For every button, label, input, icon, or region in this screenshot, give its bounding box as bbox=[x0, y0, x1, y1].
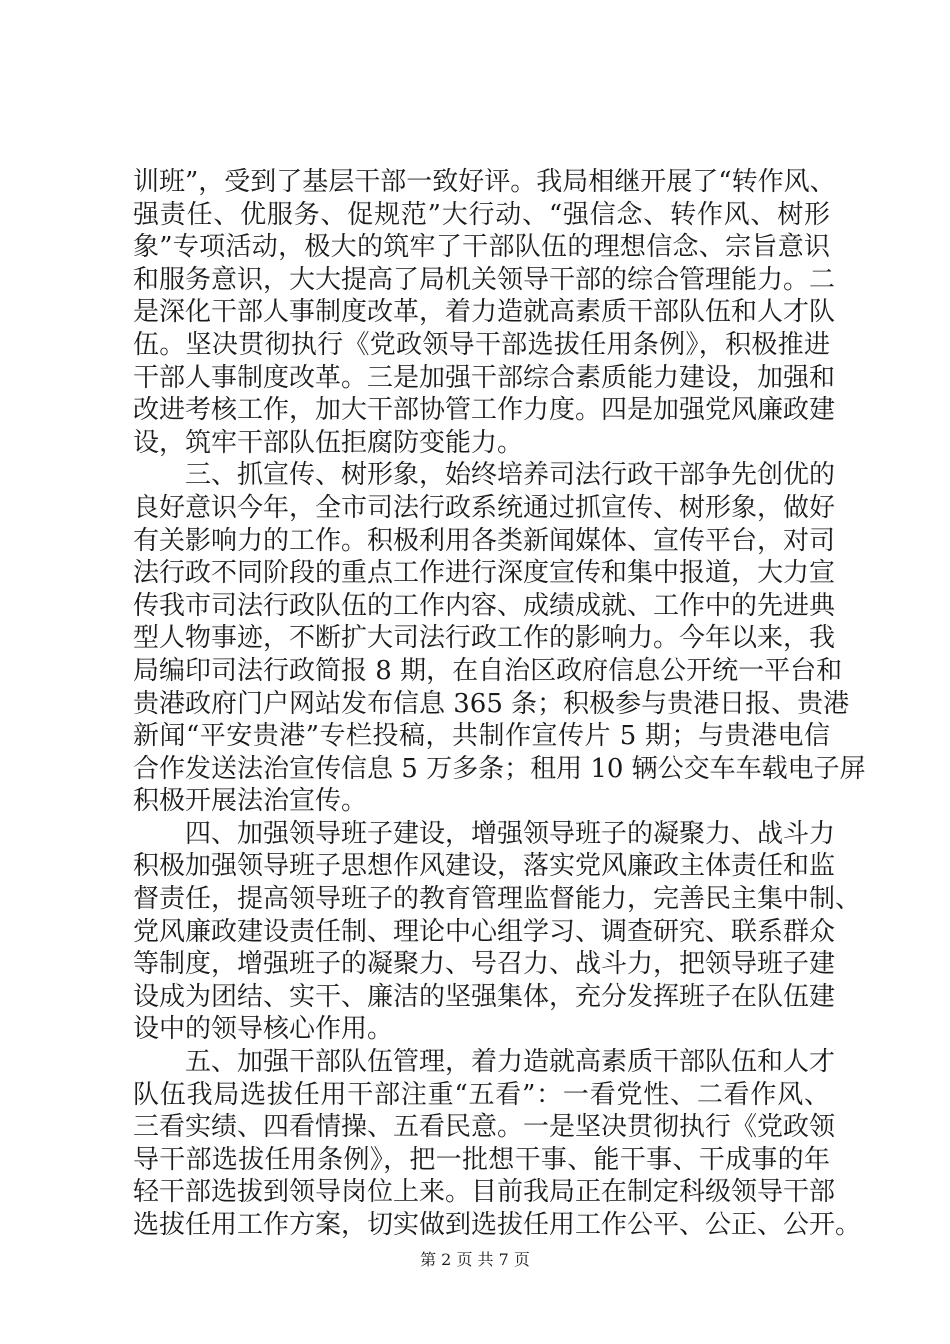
text-line: 等制度，增强班子的凝聚力、号召力、战斗力，把领导班子建 bbox=[133, 949, 836, 980]
text-line: 四、加强领导班子建设，增强领导班子的凝聚力、战斗力 bbox=[185, 818, 836, 849]
text-line: 和服务意识，大大提高了局机关领导干部的综合管理能力。二 bbox=[133, 264, 836, 295]
text-line: 导干部选拔任用条例》，把一批想干事、能干事、干成事的年 bbox=[133, 1144, 830, 1175]
text-line: 三看实绩、四看情操、五看民意。一是坚决贯彻执行《党政领 bbox=[133, 1112, 836, 1143]
text-line: 三、抓宣传、树形象，始终培养司法行政干部争先创优的 bbox=[185, 460, 836, 491]
text-line: 局编印司法行政简报 8 期，在自治区政府信息公开统一平台和 bbox=[133, 655, 843, 686]
text-line: 选拔任用工作方案，切实做到选拔任用工作公平、公正、公开。 bbox=[133, 1210, 862, 1240]
text-line: 法行政不同阶段的重点工作进行深度宣传和集中报道，大力宣 bbox=[133, 558, 836, 589]
text-line: 督责任，提高领导班子的教育管理监督能力，完善民主集中制、 bbox=[133, 884, 862, 915]
text-line: 五、加强干部队伍管理，着力造就高素质干部队伍和人才 bbox=[185, 1047, 836, 1078]
text-line: 积极加强领导班子思想作风建设，落实党风廉政主体责任和监 bbox=[133, 851, 836, 882]
document-body bbox=[133, 166, 866, 1242]
text-line: 党风廉政建设责任制、理论中心组学习、调查研究、联系群众 bbox=[133, 916, 836, 947]
text-line: 合作发送法治宣传信息 5 万多条；租用 10 辆公交车车载电子屏 bbox=[133, 753, 866, 784]
text-line: 贵港政府门户网站发布信息 365 条；积极参与贵港日报、贵港 bbox=[133, 688, 850, 719]
text-line: 有关影响力的工作。积极利用各类新闻媒体、宣传平台，对司 bbox=[133, 525, 836, 556]
text-line: 设，筑牢干部队伍拒腐防变能力。 bbox=[133, 427, 524, 458]
text-line: 伍。坚决贯彻执行《党政领导干部选拔任用条例》，积极推进 bbox=[133, 329, 830, 360]
text-line: 新闻“平安贵港”专栏投稿，共制作宣传片 5 期；与贵港电信 bbox=[133, 721, 830, 752]
text-line: 强责任、优服务、促规范”大行动、“强信念、转作风、树形 bbox=[133, 199, 830, 230]
text-line: 干部人事制度改革。三是加强干部综合素质能力建设，加强和 bbox=[133, 362, 836, 393]
text-line: 象”专项活动，极大的筑牢了干部队伍的理想信念、宗旨意识 bbox=[133, 232, 830, 263]
text-line: 队伍我局选拔任用干部注重“五看”：一看党性、二看作风、 bbox=[133, 1079, 830, 1110]
text-line: 改进考核工作，加大干部协管工作力度。四是加强党风廉政建 bbox=[133, 395, 836, 426]
text-line: 轻干部选拔到领导岗位上来。目前我局正在制定科级领导干部 bbox=[133, 1177, 836, 1208]
text-line: 型人物事迹，不断扩大司法行政工作的影响力。今年以来，我 bbox=[133, 623, 836, 654]
page-footer: 第 2 页 共 7 页 bbox=[420, 1250, 530, 1269]
text-line: 设中的领导核心作用。 bbox=[133, 1014, 394, 1045]
text-line: 积极开展法治宣传。 bbox=[133, 786, 368, 817]
text-line: 良好意识今年，全市司法行政系统通过抓宣传、树形象，做好 bbox=[133, 492, 836, 523]
text-line: 训班”，受到了基层干部一致好评。我局相继开展了“转作风、 bbox=[133, 167, 836, 197]
text-line: 是深化干部人事制度改革，着力造就高素质干部队伍和人才队 bbox=[133, 297, 836, 328]
text-line: 传我市司法行政队伍的工作内容、成绩成就、工作中的先进典 bbox=[133, 590, 836, 621]
text-line: 设成为团结、实干、廉洁的坚强集体，充分发挥班子在队伍建 bbox=[133, 981, 836, 1012]
